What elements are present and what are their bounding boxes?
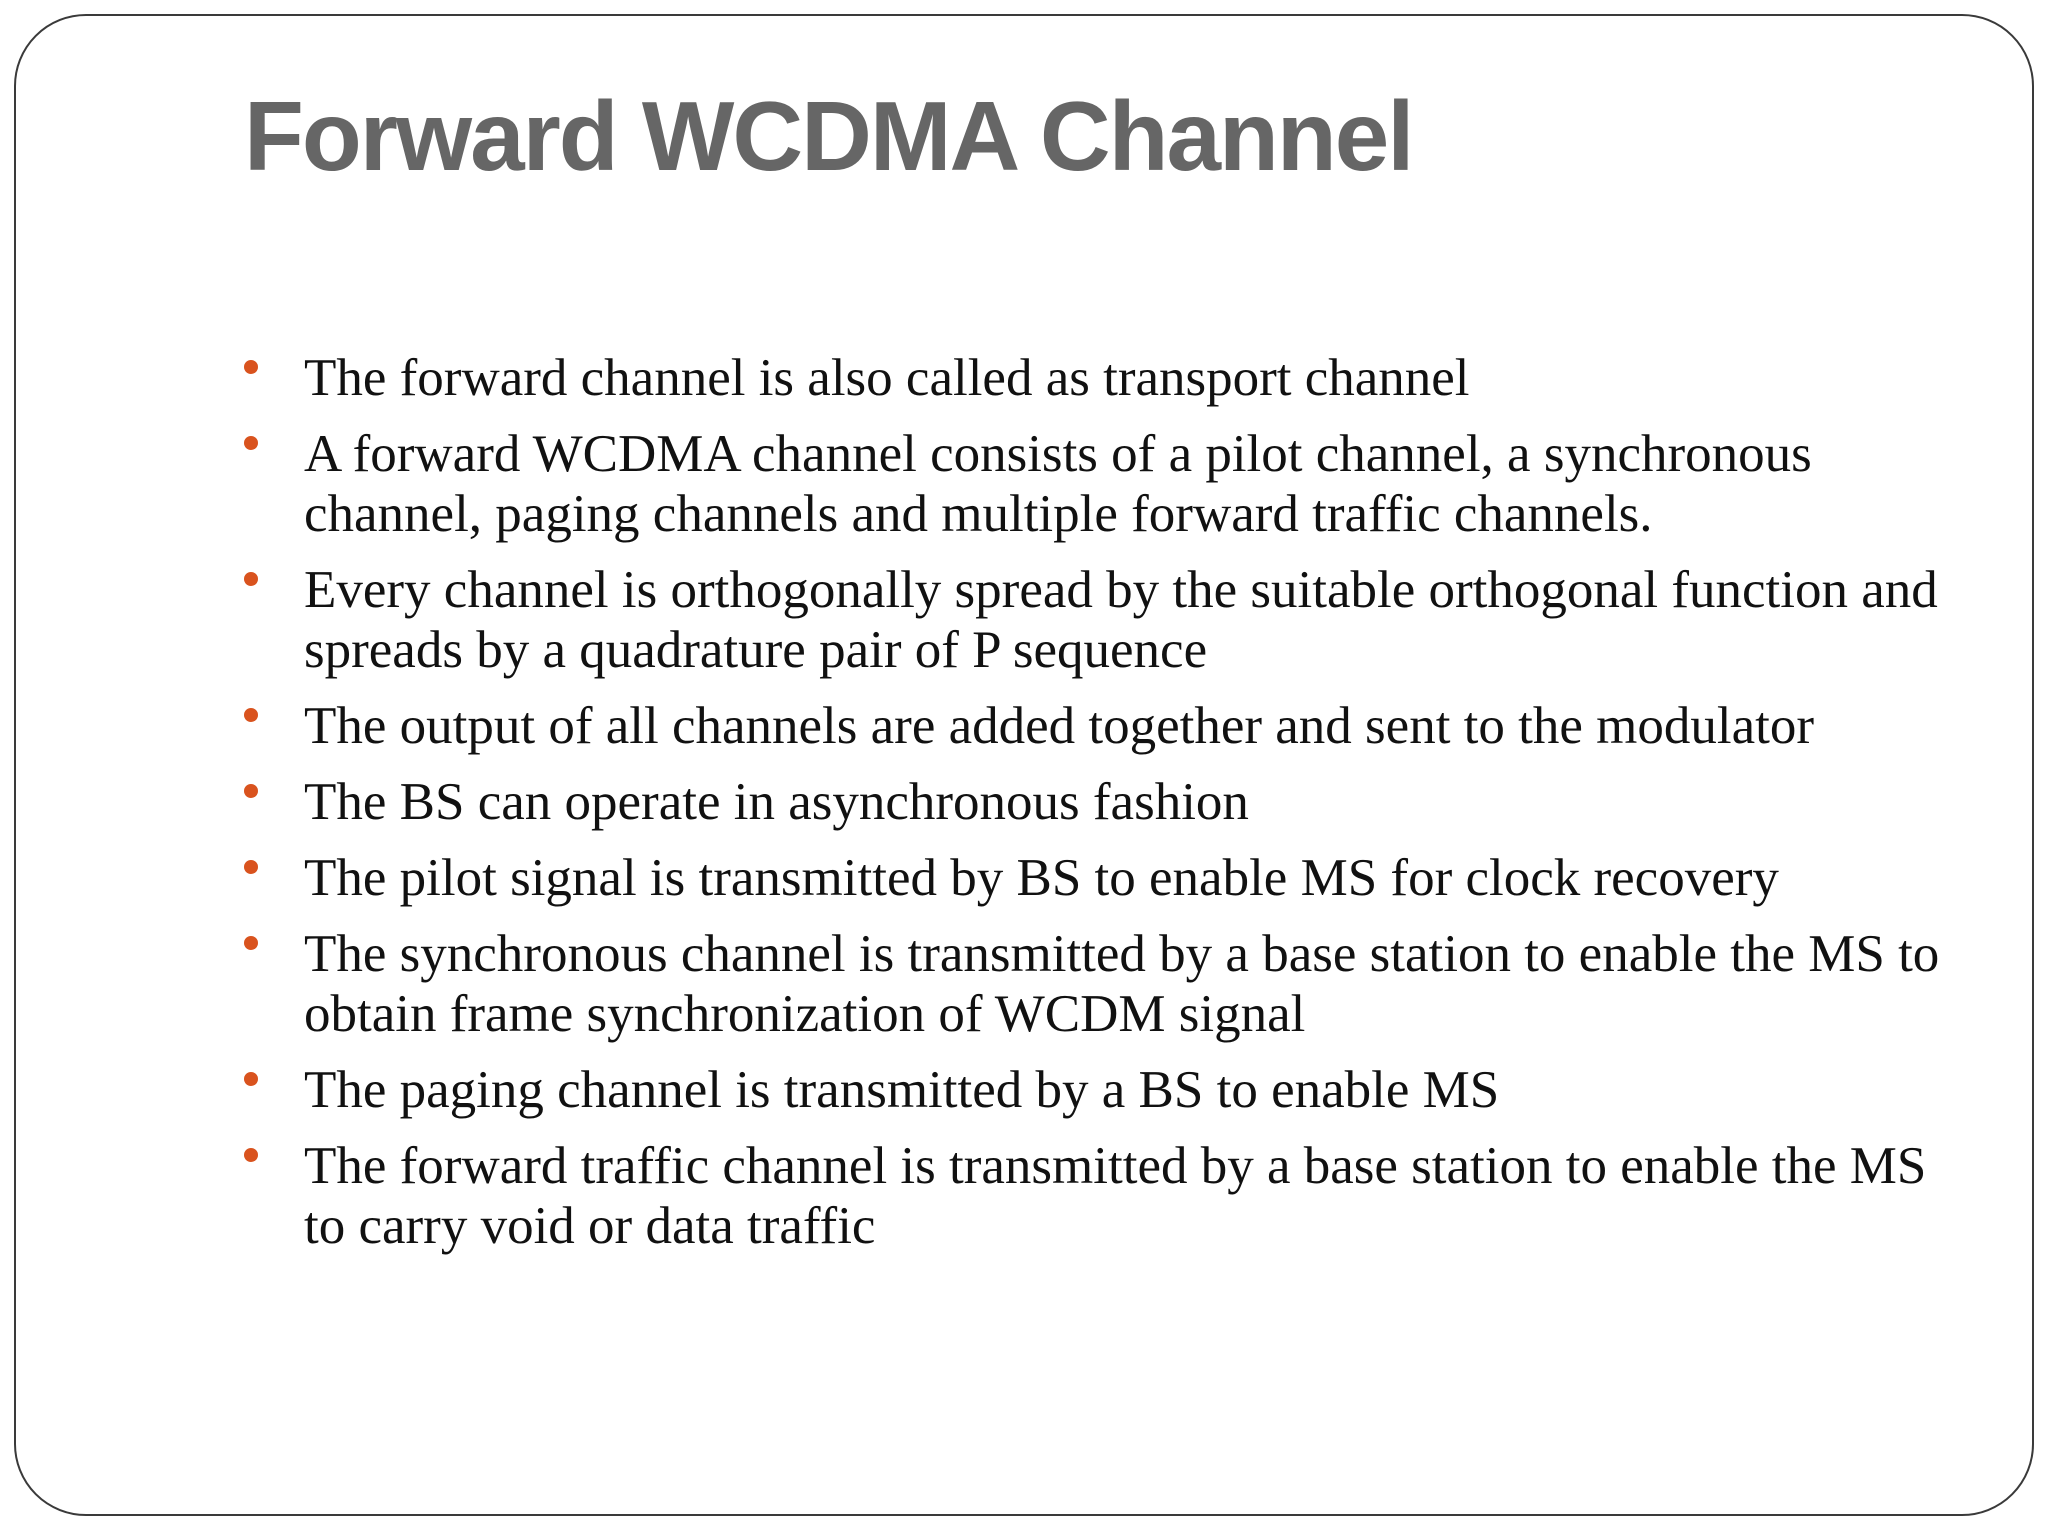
bullet-dot-icon [244, 1148, 258, 1162]
slide-title: Forward WCDMA Channel [244, 81, 1413, 191]
bullet-text: The synchronous channel is transmitted by a base station to enable the MS to obtain frame synchronization of WCDM signal [304, 925, 1940, 1043]
bullet-dot-icon [244, 436, 258, 450]
bullet-text: Every channel is orthogonally spread by the suitable orthogonal function and spreads by a quadrature pair of P sequence [304, 561, 1938, 679]
bullet-item [244, 348, 1944, 408]
bullet-item [244, 924, 1944, 1044]
bullet-dot-icon [244, 360, 258, 374]
bullet-text: The forward channel is also called as transport channel [304, 349, 1470, 407]
bullet-item [244, 1136, 1944, 1256]
bullet-text: The forward traffic channel is transmitted by a base station to enable the MS to carry void or data traffic [304, 1137, 1927, 1255]
bullet-dot-icon [244, 572, 258, 586]
bullet-text: The BS can operate in asynchronous fashion [304, 773, 1249, 831]
bullet-text: A forward WCDMA channel consists of a pilot channel, a synchronous channel, paging channels and multiple forward traffic channels. [304, 425, 1812, 543]
bullet-dot-icon [244, 860, 258, 874]
bullet-text: The paging channel is transmitted by a BS to enable MS [304, 1061, 1500, 1119]
bullet-text: The output of all channels are added together and sent to the modulator [304, 697, 1815, 755]
bullet-item [244, 560, 1944, 680]
bullet-item [244, 1060, 1944, 1120]
bullet-item [244, 424, 1944, 544]
slide-frame [14, 14, 2034, 1516]
bullet-text: The pilot signal is transmitted by BS to enable MS for clock recovery [304, 849, 1779, 907]
bullet-item [244, 696, 1944, 756]
bullet-list [244, 348, 1944, 1272]
bullet-item [244, 848, 1944, 908]
bullet-dot-icon [244, 1072, 258, 1086]
bullet-dot-icon [244, 784, 258, 798]
bullet-dot-icon [244, 708, 258, 722]
bullet-dot-icon [244, 936, 258, 950]
bullet-item [244, 772, 1944, 832]
